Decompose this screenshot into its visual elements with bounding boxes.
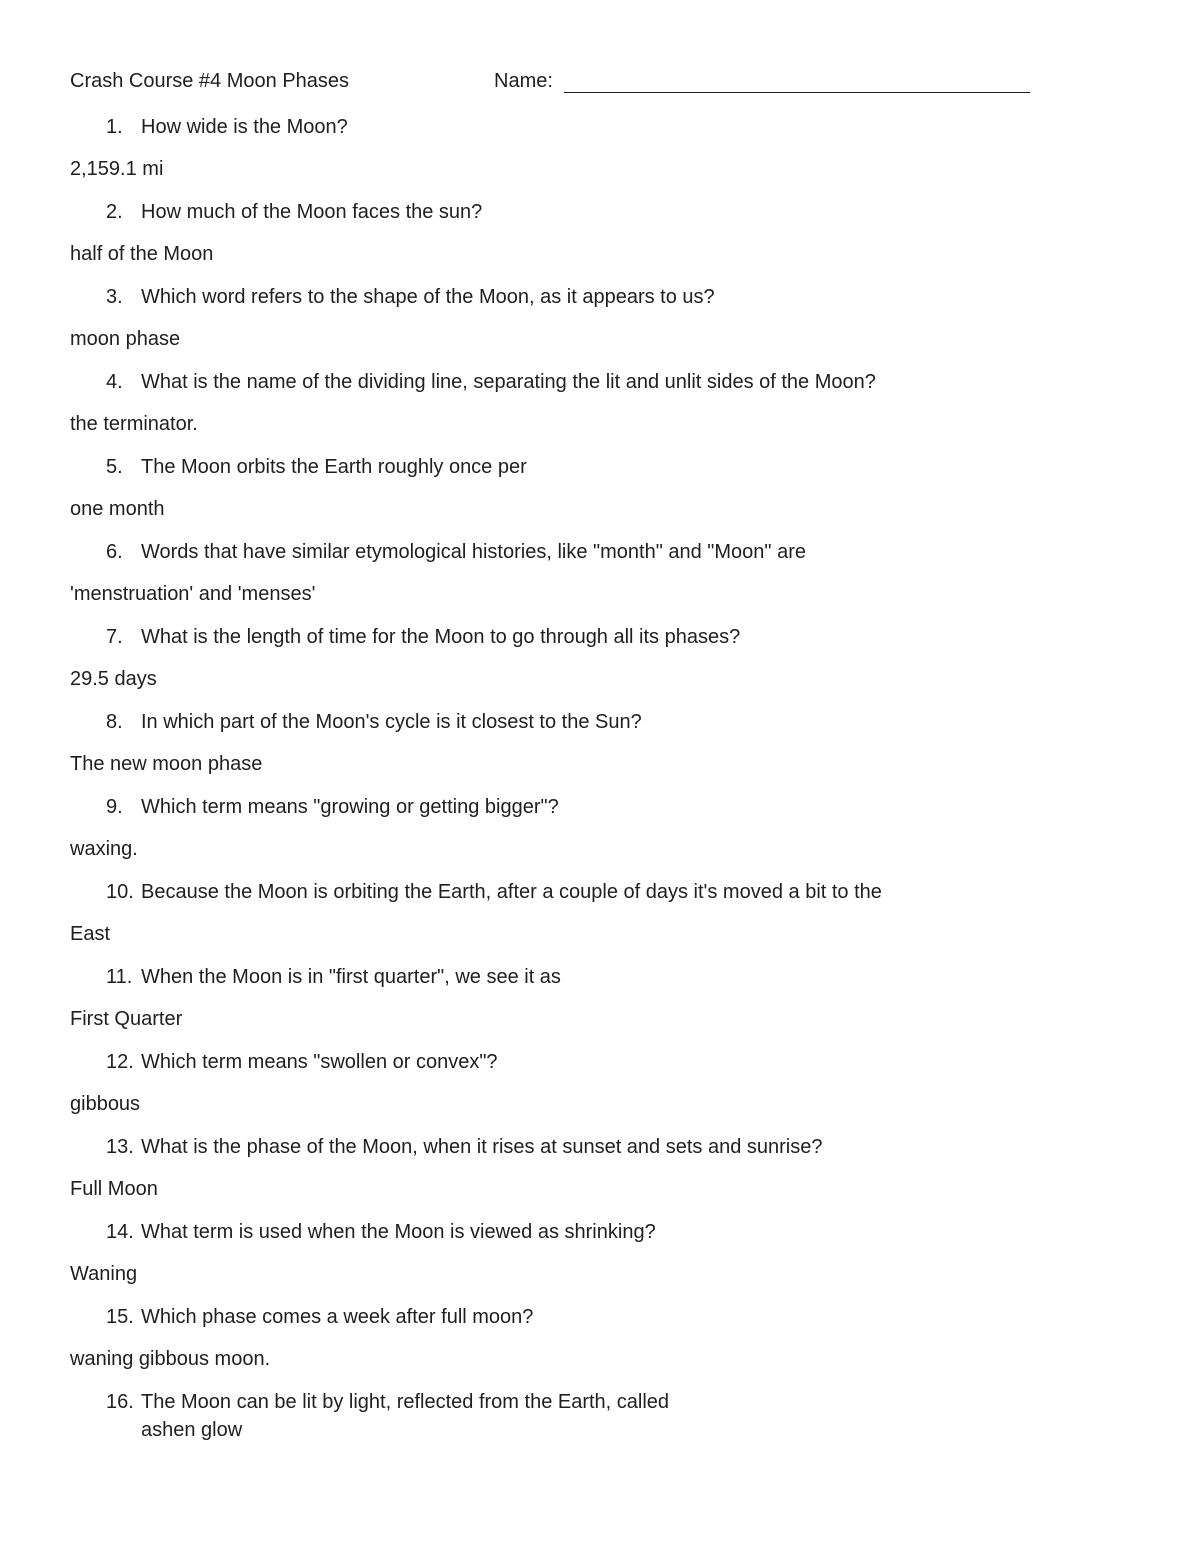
answer-text: East xyxy=(70,923,111,945)
question-number: 4. xyxy=(106,371,123,393)
answer-text: 2,159.1 mi xyxy=(70,158,164,180)
question-text: Words that have similar etymological histories, like "month" and "Moon" are xyxy=(141,541,806,563)
name-blank-line xyxy=(564,92,1030,93)
question-row xyxy=(70,1303,1150,1345)
question-number: 11. xyxy=(106,966,133,988)
question-row xyxy=(70,453,1150,495)
question-number: 2. xyxy=(106,201,123,223)
worksheet-header xyxy=(70,70,1150,98)
question-text: What term is used when the Moon is viewed as shrinking? xyxy=(141,1221,656,1243)
question-text: What is the phase of the Moon, when it rises at sunset and sets and sunrise? xyxy=(141,1136,823,1158)
question-row xyxy=(70,708,1150,750)
question-number: 15. xyxy=(106,1306,134,1328)
answer-text: 'menstruation' and 'menses' xyxy=(70,583,316,605)
question-list xyxy=(70,113,1150,1444)
question-text: How wide is the Moon? xyxy=(141,116,348,138)
answer-text: half of the Moon xyxy=(70,243,214,265)
question-row xyxy=(70,1133,1150,1175)
question-row xyxy=(70,283,1150,325)
question-number: 13. xyxy=(106,1136,134,1158)
name-label: Name: xyxy=(494,70,553,92)
question-number: 6. xyxy=(106,541,123,563)
question-text: What is the length of time for the Moon to go through all its phases? xyxy=(141,626,741,648)
question-row xyxy=(70,1218,1150,1260)
question-row xyxy=(70,623,1150,665)
question-number: 3. xyxy=(106,286,123,308)
question-number: 10. xyxy=(106,881,134,903)
question-number: 7. xyxy=(106,626,123,648)
question-number: 9. xyxy=(106,796,123,818)
question-row xyxy=(70,368,1150,410)
question-text: Which term means "swollen or convex"? xyxy=(141,1051,498,1073)
answer-text: First Quarter xyxy=(70,1008,183,1030)
question-text: Which phase comes a week after full moon? xyxy=(141,1306,534,1328)
answer-text: waning gibbous moon. xyxy=(70,1348,271,1370)
question-text: Which word refers to the shape of the Moon, as it appears to us? xyxy=(141,286,715,308)
answer-text: 29.5 days xyxy=(70,668,157,690)
worksheet-title: Crash Course #4 Moon Phases xyxy=(70,70,350,92)
question-row xyxy=(70,793,1150,835)
question-number: 14. xyxy=(106,1221,134,1243)
answer-text: waxing. xyxy=(70,838,138,860)
question-row xyxy=(70,878,1150,920)
question-text: Because the Moon is orbiting the Earth, after a couple of days it's moved a bit to the xyxy=(141,881,882,903)
question-text: The Moon orbits the Earth roughly once per xyxy=(141,456,527,478)
answer-text: Full Moon xyxy=(70,1178,158,1200)
answer-text: Waning xyxy=(70,1263,138,1285)
answer-text: one month xyxy=(70,498,165,520)
answer-text: gibbous xyxy=(70,1093,141,1115)
answer-text: The new moon phase xyxy=(70,753,263,775)
question-row xyxy=(70,538,1150,580)
question-number: 5. xyxy=(106,456,123,478)
question-row xyxy=(70,1048,1150,1090)
question-text: The Moon can be lit by light, reflected from the Earth, called xyxy=(141,1391,670,1413)
question-row xyxy=(70,963,1150,1005)
question-text: In which part of the Moon's cycle is it closest to the Sun? xyxy=(141,711,642,733)
question-number: 12. xyxy=(106,1051,134,1073)
question-text: How much of the Moon faces the sun? xyxy=(141,201,483,223)
question-text: When the Moon is in "first quarter", we see it as xyxy=(141,966,561,988)
question-number: 16. xyxy=(106,1391,134,1413)
question-number: 8. xyxy=(106,711,123,733)
question-row xyxy=(70,113,1150,155)
answer-text: moon phase xyxy=(70,328,181,350)
answer-text: ashen glow xyxy=(141,1419,243,1441)
answer-text: the terminator. xyxy=(70,413,198,435)
question-number: 1. xyxy=(106,116,123,138)
question-text: Which term means "growing or getting bigger"? xyxy=(141,796,559,818)
question-text: What is the name of the dividing line, separating the lit and unlit sides of the Moon? xyxy=(141,371,876,393)
question-row xyxy=(70,198,1150,240)
